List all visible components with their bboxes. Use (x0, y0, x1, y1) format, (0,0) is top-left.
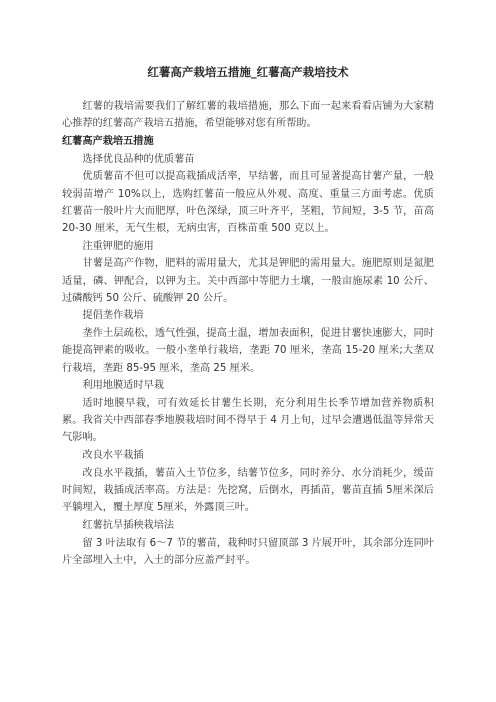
intro-paragraph: 红薯的栽培需要我们了解红薯的栽培措施，那么下面一起来看看店铺为大家精心推荐的红薯高产栽培五措施，希望能够对您有所帮助。 (62, 101, 434, 130)
item-heading: 红薯抗旱插秧栽培法 (82, 519, 175, 531)
section-title: 红薯高产栽培五措施 (62, 135, 154, 147)
document-title: 红薯高产栽培五措施_红薯高产栽培技术 (147, 65, 349, 79)
item-body: 甘薯是高产作物，肥料的需用量大，尤其是钾肥的需用量大。施肥原则是氮肥适量，磷、钾配合，以钾为主。关中西部中等肥力土壤，一般亩施尿素 10 公斤、过磷酸钙 50 公斤、硫酸钾 20 公斤。 (62, 258, 434, 304)
item-body: 垄作土层疏松，透气性强，提高土温，增加表面积，促进甘薯快速膨大，同时能提高钾素的吸收。一般小垄单行栽培，垄距 70 厘米，垄高 15-20 厘米;大垄双行栽培，垄距 85-95 厘米，垄高 25 厘米。 (62, 328, 434, 374)
item-heading: 提倡垄作栽培 (82, 310, 144, 322)
item-heading: 利用地膜适时早栽 (82, 380, 164, 392)
item-body: 适时地膜早栽，可有效延长甘薯生长期，充分利用生长季节增加营养物质积累。我省关中西部春季地膜栽培时间不得早于 4 月上旬，过早会遭遇低温等异常天气影响。 (62, 397, 434, 444)
item-body: 留 3 叶法取有 6～7 节的薯苗，栽种时只留顶部 3 片展开叶，其余部分连同叶片全部埋入土中，入土的部分应盖严封平。 (62, 537, 434, 566)
item-body: 改良水平栽插，薯苗入土节位多，结薯节位多，同时养分、水分消耗少，缓苗时间短，栽插成活率高。方法是：先挖窝，后倒水，再插苗，薯苗直插 5厘米深后平躺埋入，覆土厚度 5厘米，外露顶三叶。 (62, 467, 434, 514)
item-heading: 改良水平栽插 (82, 450, 144, 462)
item-body: 优质薯苗不但可以提高栽插成活率，早结薯，而且可显著提高甘薯产量，一般较弱苗增产 10%以上，选购红薯苗一般应从外观、高度、重量三方面考虑。优质红薯苗一般叶片大而肥厚，叶色深绿，顶三叶齐平，茎粗，节间短，3-5 节，苗高 20-30 厘米，无气生根，无病虫害，百株苗重 500 克以上。 (62, 171, 434, 234)
item-heading: 注重钾肥的施用 (82, 240, 154, 252)
item-heading: 选择优良品种的优质薯苗 (82, 153, 195, 165)
